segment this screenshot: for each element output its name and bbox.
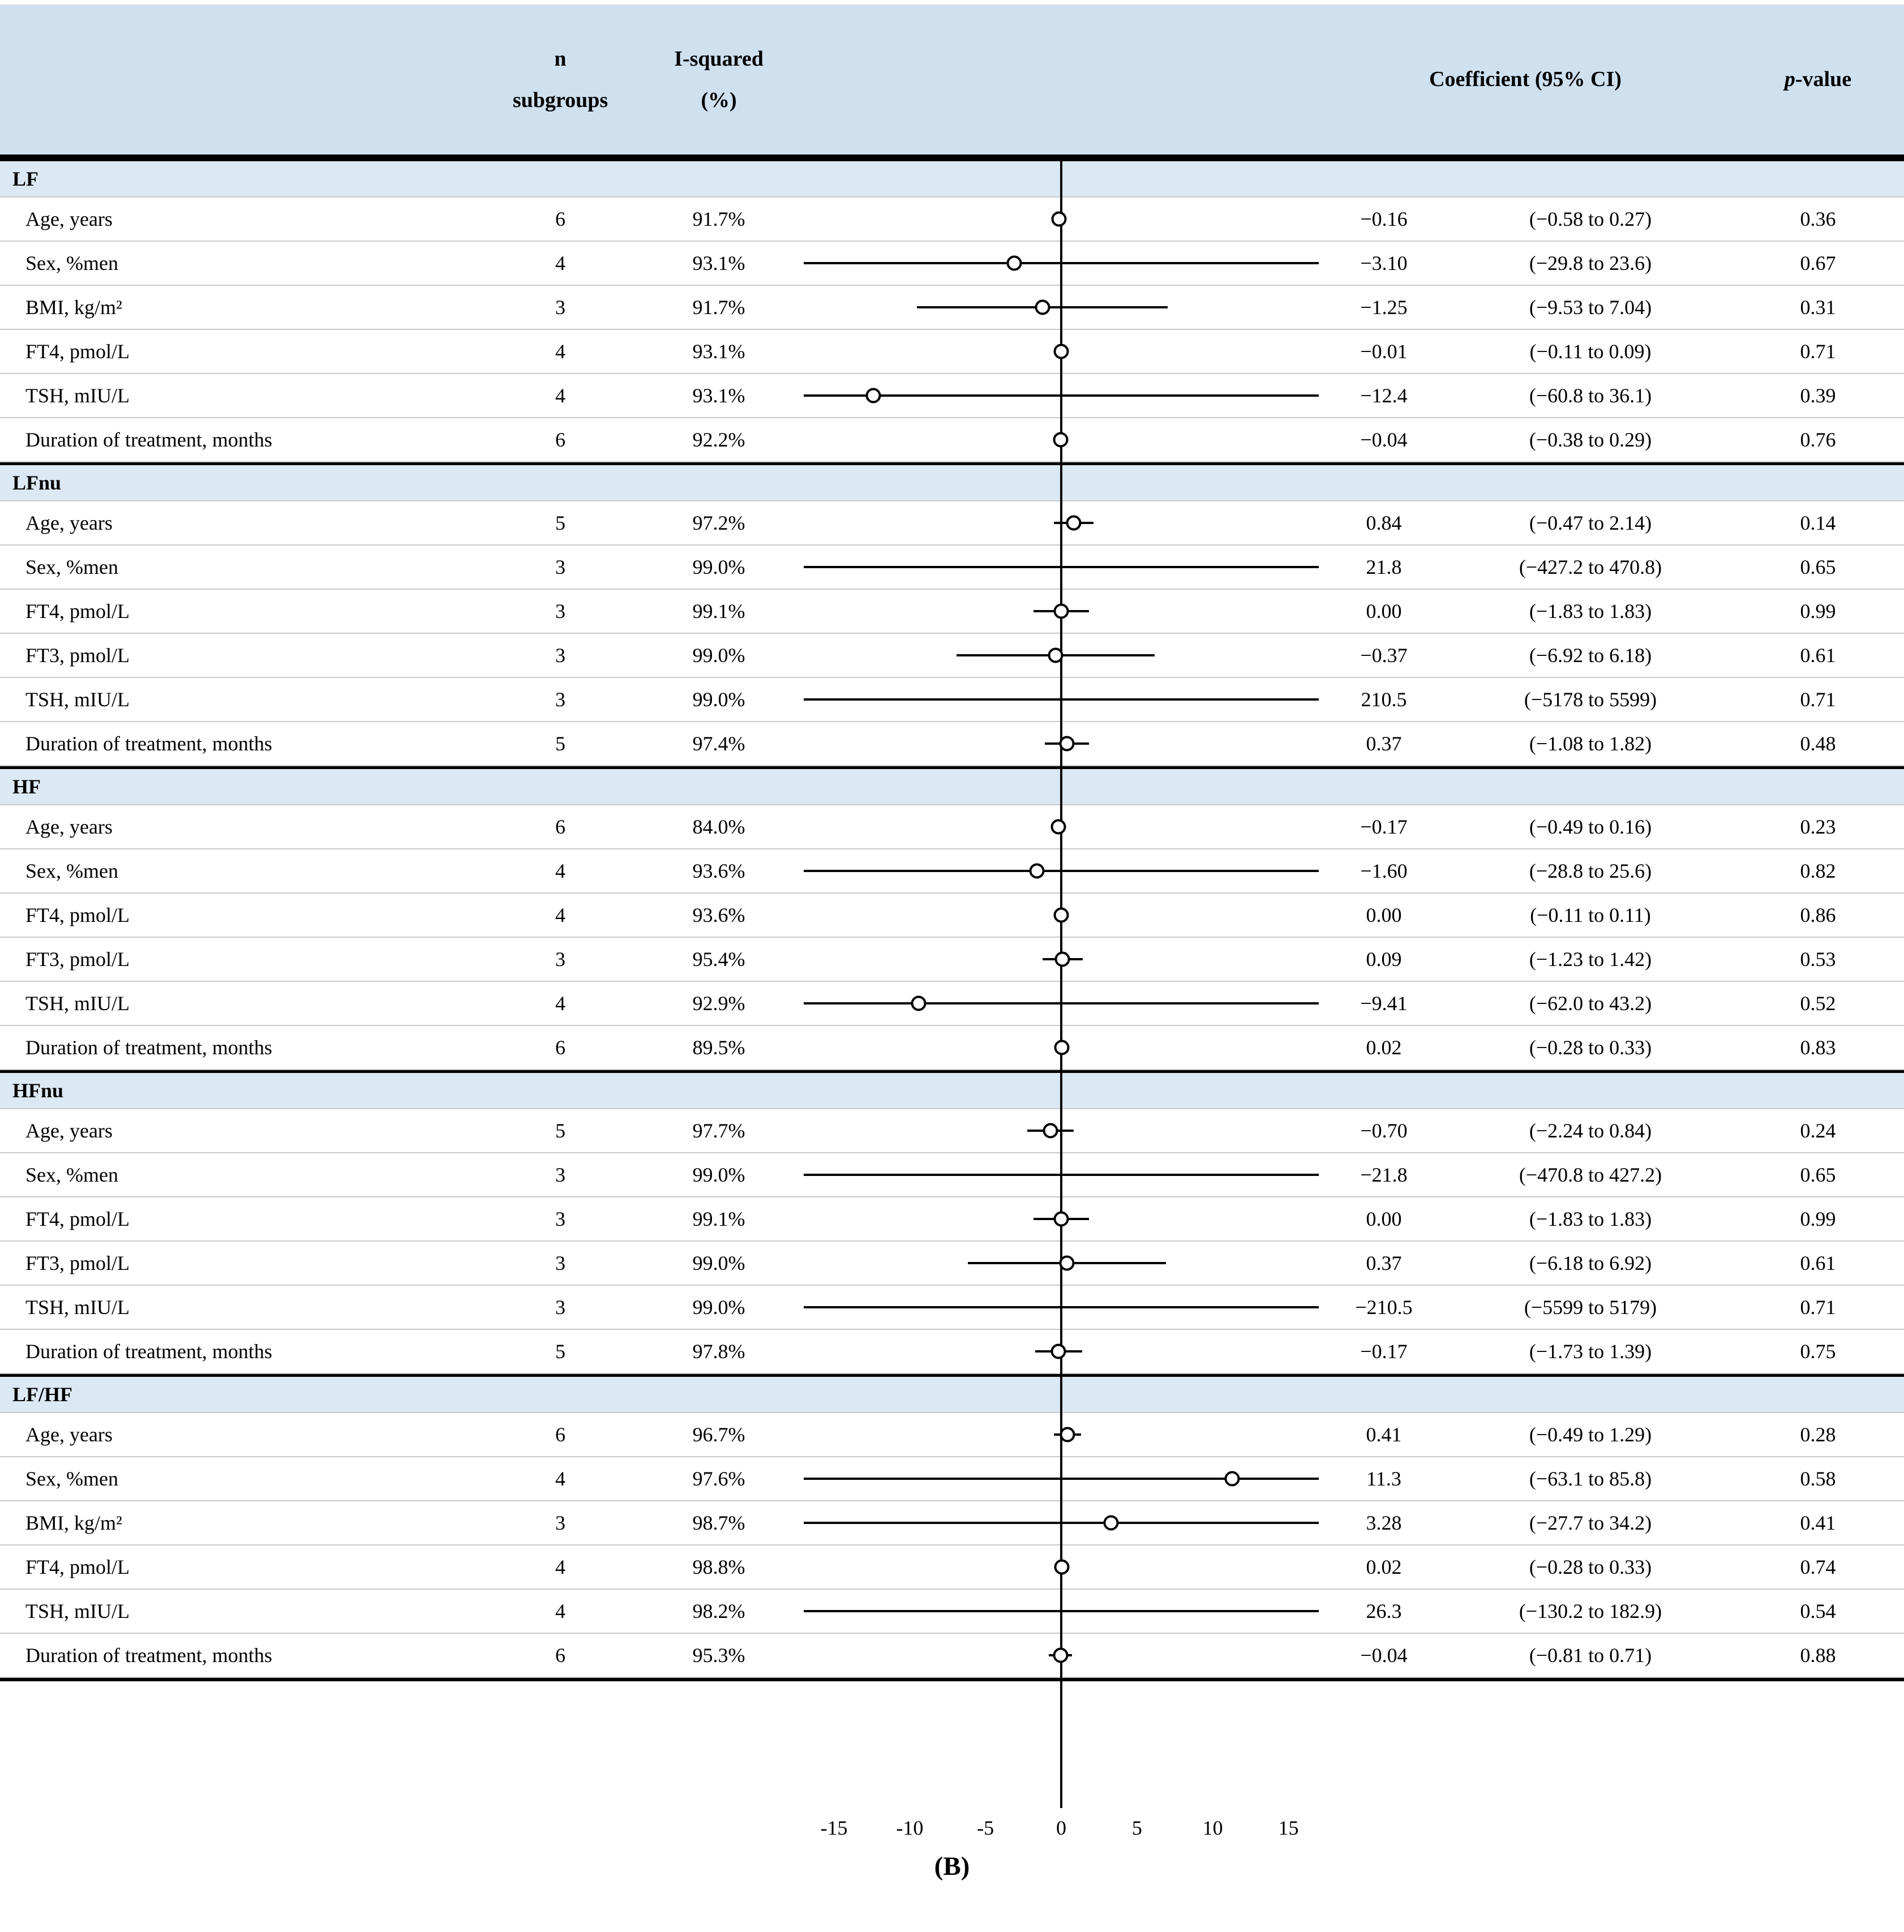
- p-value: 0.53: [1800, 948, 1836, 971]
- n-subgroups-value: 3: [555, 600, 565, 622]
- n-subgroups-value: 5: [555, 512, 565, 534]
- point-marker: [1053, 432, 1068, 448]
- ci-text: (−0.11 to 0.09): [1529, 340, 1652, 363]
- header-i2-line2: (%): [701, 88, 737, 112]
- i-squared-value: 97.7%: [692, 1119, 745, 1142]
- point-marker: [1035, 300, 1050, 315]
- i-squared-value: 93.6%: [692, 860, 745, 882]
- coefficient-value: −0.37: [1360, 644, 1408, 667]
- p-value: 0.99: [1800, 600, 1836, 622]
- ci-text: (−0.28 to 0.33): [1529, 1036, 1652, 1059]
- row-label: FT3, pmol/L: [25, 1252, 130, 1274]
- point-marker: [866, 388, 881, 403]
- coefficient-value: 0.00: [1366, 1208, 1402, 1230]
- table-row: [0, 894, 1904, 938]
- i-squared-value: 98.8%: [692, 1556, 745, 1578]
- column-header-p-value: [1732, 59, 1904, 100]
- row-label: Duration of treatment, months: [25, 1644, 272, 1667]
- coefficient-value: −12.4: [1360, 384, 1408, 407]
- coefficient-value: 21.8: [1366, 556, 1402, 578]
- axis-tick-label: -5: [977, 1817, 994, 1839]
- table-header: [0, 5, 1904, 158]
- i-squared-value: 99.0%: [692, 1164, 745, 1186]
- coefficient-value: −3.10: [1360, 252, 1408, 274]
- coefficient-value: 11.3: [1366, 1467, 1401, 1490]
- coefficient-value: −0.17: [1360, 1340, 1408, 1363]
- section-header-row: [0, 766, 1904, 805]
- ci-text: (−9.53 to 7.04): [1529, 296, 1652, 319]
- coefficient-value: −0.70: [1360, 1119, 1408, 1142]
- figure-caption: [0, 1851, 1904, 1899]
- coefficient-value: −0.04: [1360, 428, 1408, 451]
- ci-text: (−62.0 to 43.2): [1529, 992, 1652, 1015]
- section-label: LF/HF: [12, 1383, 72, 1406]
- ci-text: (−1.83 to 1.83): [1529, 1208, 1652, 1230]
- n-subgroups-value: 6: [555, 208, 565, 230]
- p-value: 0.36: [1800, 208, 1836, 230]
- n-subgroups-value: 4: [555, 1556, 565, 1578]
- p-value: 0.74: [1800, 1556, 1836, 1578]
- table-row: [0, 722, 1904, 766]
- p-value: 0.99: [1800, 1208, 1836, 1230]
- row-label: FT4, pmol/L: [25, 1556, 130, 1578]
- row-label: Sex, %men: [25, 860, 118, 882]
- header-i2-line1: I-squared: [674, 47, 764, 71]
- n-subgroups-value: 6: [555, 1644, 565, 1667]
- point-marker: [1054, 908, 1069, 923]
- x-axis: [0, 1681, 1904, 1851]
- n-subgroups-value: 4: [555, 340, 565, 363]
- n-subgroups-value: 3: [555, 688, 565, 711]
- table-row: [0, 1286, 1904, 1330]
- p-value: 0.61: [1800, 1252, 1836, 1274]
- n-subgroups-value: 3: [555, 556, 565, 578]
- i-squared-value: 97.8%: [692, 1340, 745, 1363]
- coefficient-value: 0.41: [1366, 1423, 1402, 1446]
- coefficient-value: −0.01: [1360, 340, 1408, 363]
- point-marker: [1054, 1560, 1069, 1575]
- i-squared-value: 92.2%: [692, 428, 745, 451]
- coefficient-value: 3.28: [1366, 1512, 1402, 1534]
- axis-spacer-label: [0, 1681, 487, 1851]
- point-marker: [1051, 819, 1066, 835]
- i-squared-value: 96.7%: [692, 1423, 745, 1446]
- p-value: 0.23: [1800, 815, 1836, 838]
- i-squared-value: 99.0%: [692, 1296, 745, 1319]
- n-subgroups-value: 3: [555, 1512, 565, 1534]
- n-subgroups-value: 3: [555, 1296, 565, 1319]
- i-squared-value: 99.0%: [692, 1252, 745, 1274]
- p-value: 0.71: [1800, 340, 1836, 363]
- table-row: [0, 849, 1904, 894]
- i-squared-value: 97.6%: [692, 1467, 745, 1490]
- section-header-row: [0, 1070, 1904, 1109]
- i-squared-value: 93.6%: [692, 904, 745, 926]
- table-row: [0, 418, 1904, 462]
- ci-text: (−0.58 to 0.27): [1529, 208, 1652, 230]
- i-squared-value: 95.4%: [692, 948, 745, 971]
- ci-text: (−1.08 to 1.82): [1529, 732, 1652, 755]
- axis-tick-label: 15: [1278, 1817, 1299, 1839]
- axis-tick-label: 5: [1131, 1817, 1142, 1839]
- row-label: Duration of treatment, months: [25, 732, 272, 755]
- ci-text: (−0.28 to 0.33): [1529, 1556, 1652, 1578]
- point-marker: [1225, 1471, 1240, 1487]
- n-subgroups-value: 3: [555, 644, 565, 667]
- row-label: Age, years: [25, 1423, 113, 1446]
- section-label: HF: [12, 775, 41, 798]
- coefficient-value: −1.60: [1360, 860, 1408, 882]
- column-header-i-squared: [634, 38, 804, 120]
- ci-text: (−1.23 to 1.42): [1529, 948, 1652, 971]
- table-row: [0, 286, 1904, 330]
- p-value: 0.31: [1800, 296, 1836, 319]
- table-row: [0, 1634, 1904, 1678]
- table-row: [0, 1109, 1904, 1153]
- ci-text: (−470.8 to 427.2): [1519, 1164, 1662, 1186]
- table-row: [0, 1153, 1904, 1197]
- section-header-row: [0, 1374, 1904, 1413]
- section-header-row: [0, 158, 1904, 198]
- i-squared-value: 93.1%: [692, 384, 745, 407]
- point-marker: [1051, 1344, 1066, 1359]
- row-label: FT4, pmol/L: [25, 600, 130, 622]
- row-label: FT4, pmol/L: [25, 904, 130, 926]
- ci-text: (−0.49 to 0.16): [1529, 815, 1652, 838]
- row-label: Age, years: [25, 815, 113, 838]
- ci-text: (−6.92 to 6.18): [1529, 644, 1652, 667]
- p-value: 0.65: [1800, 556, 1836, 578]
- n-subgroups-value: 4: [555, 992, 565, 1015]
- table-row: [0, 1545, 1904, 1590]
- coefficient-value: 0.00: [1366, 600, 1402, 622]
- table-row: [0, 1590, 1904, 1634]
- p-value: 0.71: [1800, 1296, 1836, 1319]
- table-row: [0, 501, 1904, 546]
- n-subgroups-value: 4: [555, 1467, 565, 1490]
- header-n-line2: subgroups: [512, 88, 608, 112]
- table-row: [0, 1501, 1904, 1545]
- n-subgroups-value: 6: [555, 1036, 565, 1059]
- i-squared-value: 98.7%: [692, 1512, 745, 1534]
- i-squared-value: 91.7%: [692, 296, 745, 319]
- n-subgroups-value: 3: [555, 1252, 565, 1274]
- i-squared-value: 97.4%: [692, 732, 745, 755]
- ci-text: (−6.18 to 6.92): [1529, 1252, 1652, 1274]
- row-label: Age, years: [25, 1119, 113, 1142]
- ci-text: (−28.8 to 25.6): [1529, 860, 1652, 882]
- coefficient-value: −0.04: [1360, 1644, 1408, 1667]
- n-subgroups-value: 4: [555, 1600, 565, 1622]
- n-subgroups-value: 4: [555, 904, 565, 926]
- coefficient-value: 0.00: [1366, 904, 1402, 926]
- axis-spacer-n: [487, 1681, 634, 1851]
- axis-tick-label: -10: [896, 1817, 924, 1839]
- table-row: [0, 1457, 1904, 1501]
- point-marker: [1103, 1515, 1118, 1531]
- row-label: Age, years: [25, 208, 113, 230]
- table-row: [0, 198, 1904, 242]
- i-squared-value: 99.0%: [692, 644, 745, 667]
- coefficient-value: −21.8: [1360, 1164, 1408, 1186]
- table-row: [0, 374, 1904, 418]
- column-header-n-subgroups: [487, 38, 634, 120]
- row-label: Sex, %men: [25, 252, 118, 274]
- ci-text: (−130.2 to 182.9): [1519, 1600, 1662, 1622]
- header-n-line1: n: [554, 47, 567, 71]
- row-label: Age, years: [25, 512, 113, 534]
- i-squared-value: 92.9%: [692, 992, 745, 1015]
- ci-text: (−2.24 to 0.84): [1529, 1119, 1652, 1142]
- i-squared-value: 95.3%: [692, 1644, 745, 1667]
- n-subgroups-value: 4: [555, 860, 565, 882]
- row-label: TSH, mIU/L: [25, 384, 130, 407]
- coefficient-value: −210.5: [1355, 1296, 1413, 1319]
- row-label: TSH, mIU/L: [25, 688, 130, 711]
- i-squared-value: 99.0%: [692, 556, 745, 578]
- row-label: TSH, mIU/L: [25, 992, 130, 1015]
- row-label: FT3, pmol/L: [25, 644, 130, 667]
- point-marker: [1059, 1256, 1074, 1271]
- table-row: [0, 938, 1904, 982]
- n-subgroups-value: 6: [555, 815, 565, 838]
- table-row: [0, 805, 1904, 849]
- axis-tick-label: -15: [820, 1817, 848, 1839]
- p-value: 0.83: [1800, 1036, 1836, 1059]
- coefficient-value: 210.5: [1361, 688, 1407, 711]
- i-squared-value: 98.2%: [692, 1600, 745, 1622]
- p-value: 0.14: [1800, 512, 1836, 534]
- n-subgroups-value: 3: [555, 948, 565, 971]
- figure-caption-text: (B): [934, 1852, 970, 1881]
- ci-text: (−0.47 to 2.14): [1529, 512, 1652, 534]
- i-squared-value: 84.0%: [692, 815, 745, 838]
- point-marker: [1048, 648, 1064, 663]
- p-value: 0.86: [1800, 904, 1836, 926]
- point-marker: [1007, 256, 1022, 271]
- row-label: Sex, %men: [25, 1467, 118, 1490]
- point-marker: [1054, 1212, 1069, 1227]
- column-header-coefficient: [1319, 59, 1732, 100]
- coefficient-value: 0.02: [1366, 1556, 1402, 1578]
- ci-text: (−29.8 to 23.6): [1529, 252, 1652, 274]
- ci-text: (−63.1 to 85.8): [1529, 1467, 1652, 1490]
- row-label: TSH, mIU/L: [25, 1600, 130, 1622]
- coefficient-value: −1.25: [1360, 296, 1408, 319]
- i-squared-value: 91.7%: [692, 208, 745, 230]
- point-marker: [1054, 604, 1069, 619]
- point-marker: [1043, 1123, 1058, 1139]
- p-value: 0.54: [1800, 1600, 1836, 1622]
- section-header-row: [0, 462, 1904, 501]
- point-marker: [911, 996, 927, 1011]
- coefficient-value: 0.84: [1366, 512, 1402, 534]
- p-value: 0.76: [1800, 428, 1836, 451]
- point-marker: [1053, 344, 1069, 359]
- point-marker: [1030, 864, 1045, 879]
- point-marker: [1059, 736, 1074, 752]
- ci-text: (−0.11 to 0.11): [1530, 904, 1651, 926]
- n-subgroups-value: 5: [555, 1340, 565, 1363]
- point-marker: [1054, 1040, 1069, 1055]
- table-row: [0, 546, 1904, 590]
- n-subgroups-value: 5: [555, 732, 565, 755]
- coefficient-value: −9.41: [1360, 992, 1408, 1015]
- table-row: [0, 982, 1904, 1026]
- p-value: 0.52: [1800, 992, 1836, 1015]
- n-subgroups-value: 3: [555, 1164, 565, 1186]
- row-label: FT4, pmol/L: [25, 1208, 130, 1230]
- n-subgroups-value: 4: [555, 252, 565, 274]
- point-marker: [1055, 952, 1070, 967]
- table-row: [0, 1413, 1904, 1457]
- row-label: Sex, %men: [25, 556, 118, 578]
- coefficient-value: 0.02: [1366, 1036, 1402, 1059]
- coefficient-value: 26.3: [1366, 1600, 1402, 1622]
- p-value: 0.28: [1800, 1423, 1836, 1446]
- i-squared-value: 93.1%: [692, 340, 745, 363]
- row-label: Duration of treatment, months: [25, 1340, 272, 1363]
- table-body: [0, 158, 1904, 1681]
- table-row: [0, 1330, 1904, 1374]
- coefficient-value: −0.16: [1360, 208, 1408, 230]
- coefficient-value: −0.17: [1360, 815, 1408, 838]
- point-marker: [1060, 1427, 1075, 1442]
- n-subgroups-value: 3: [555, 296, 565, 319]
- ci-text: (−0.38 to 0.29): [1529, 428, 1652, 451]
- table-row: [0, 1197, 1904, 1242]
- axis-tick-label: 10: [1202, 1817, 1223, 1839]
- table-row: [0, 590, 1904, 634]
- table-row: [0, 330, 1904, 374]
- ci-text: (−0.81 to 0.71): [1529, 1644, 1652, 1667]
- ci-text: (−27.7 to 34.2): [1529, 1512, 1652, 1534]
- row-label: FT4, pmol/L: [25, 340, 130, 363]
- ci-text: (−0.49 to 1.29): [1529, 1423, 1652, 1446]
- row-label: TSH, mIU/L: [25, 1296, 130, 1319]
- table-row: [0, 678, 1904, 722]
- row-label: Sex, %men: [25, 1164, 118, 1186]
- header-p-rest: -value: [1795, 67, 1852, 92]
- row-label: BMI, kg/m²: [25, 296, 122, 319]
- p-value: 0.65: [1800, 1164, 1836, 1186]
- point-marker: [1053, 1648, 1068, 1663]
- axis-spacer-i2: [634, 1681, 804, 1851]
- n-subgroups-value: 5: [555, 1119, 565, 1142]
- ci-text: (−427.2 to 470.8): [1519, 556, 1662, 578]
- n-subgroups-value: 3: [555, 1208, 565, 1230]
- p-value: 0.75: [1800, 1340, 1836, 1363]
- p-value: 0.82: [1800, 860, 1836, 882]
- coefficient-value: 0.37: [1366, 732, 1402, 755]
- ci-text: (−60.8 to 36.1): [1529, 384, 1652, 407]
- row-label: BMI, kg/m²: [25, 1512, 122, 1534]
- table-row: [0, 1026, 1904, 1070]
- p-value: 0.67: [1800, 252, 1836, 274]
- n-subgroups-value: 6: [555, 428, 565, 451]
- ci-text: (−5178 to 5599): [1524, 688, 1657, 711]
- i-squared-value: 99.0%: [692, 688, 745, 711]
- p-value: 0.39: [1800, 384, 1836, 407]
- section-label: HFnu: [12, 1079, 64, 1102]
- p-value: 0.71: [1800, 688, 1836, 711]
- p-value: 0.58: [1800, 1467, 1836, 1490]
- p-value: 0.88: [1800, 1644, 1836, 1667]
- p-value: 0.24: [1800, 1119, 1836, 1142]
- p-value: 0.61: [1800, 644, 1836, 667]
- table-row: [0, 1242, 1904, 1286]
- row-label: Duration of treatment, months: [25, 1036, 272, 1059]
- i-squared-value: 93.1%: [692, 252, 745, 274]
- n-subgroups-value: 4: [555, 384, 565, 407]
- i-squared-value: 89.5%: [692, 1036, 745, 1059]
- ci-text: (−1.83 to 1.83): [1529, 600, 1652, 622]
- n-subgroups-value: 6: [555, 1423, 565, 1446]
- ci-text: (−1.73 to 1.39): [1529, 1340, 1652, 1363]
- row-label: Duration of treatment, months: [25, 428, 272, 451]
- section-label: LF: [12, 168, 39, 190]
- i-squared-value: 97.2%: [692, 512, 745, 534]
- table-row: [0, 634, 1904, 678]
- table-row: [0, 242, 1904, 286]
- p-value: 0.48: [1800, 732, 1836, 755]
- section-label: LFnu: [12, 471, 62, 494]
- coefficient-value: 0.37: [1366, 1252, 1402, 1274]
- i-squared-value: 99.1%: [692, 1208, 745, 1230]
- i-squared-value: 99.1%: [692, 600, 745, 622]
- point-marker: [1066, 516, 1082, 531]
- header-coefficient-label: Coefficient (95% CI): [1429, 67, 1622, 92]
- coefficient-value: 0.09: [1366, 948, 1402, 971]
- ci-text: (−5599 to 5179): [1524, 1296, 1657, 1319]
- axis-tick-label: 0: [1056, 1817, 1066, 1839]
- header-p-italic: p: [1784, 67, 1795, 92]
- row-label: FT3, pmol/L: [25, 948, 130, 971]
- p-value: 0.41: [1800, 1512, 1836, 1534]
- point-marker: [1051, 212, 1066, 227]
